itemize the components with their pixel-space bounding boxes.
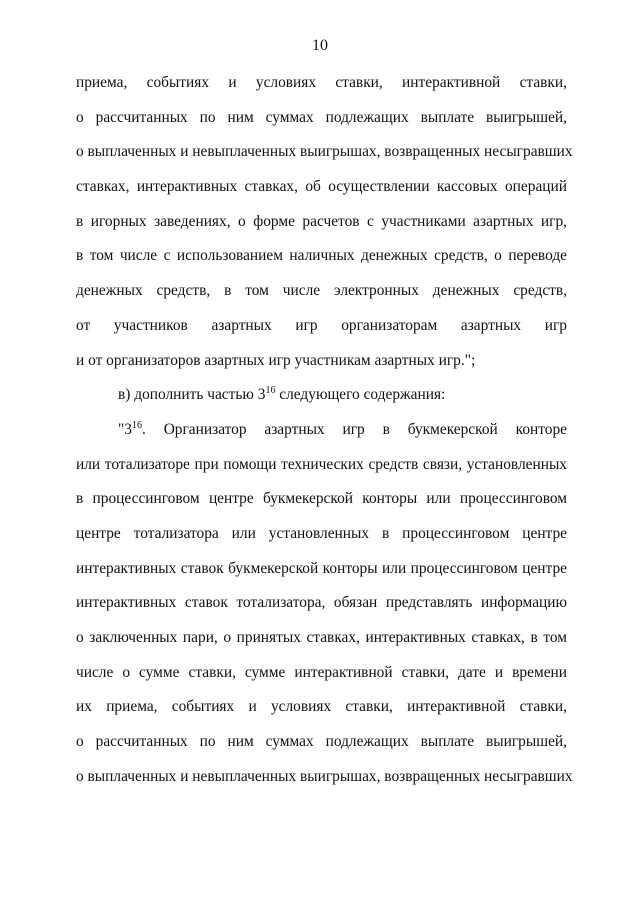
text-line: приема, событиях и условиях ставки, интерактивной ставки, <box>76 74 567 91</box>
page-number: 10 <box>312 37 328 54</box>
new-part-text: . Организатор азартных игр в букмекерской конторе <box>141 420 567 438</box>
text-line: ставках, интерактивных ставках, об осуществлении кассовых операций <box>76 178 567 196</box>
text-line: центре тотализатора или установленных в процессинговом центре <box>76 524 567 542</box>
text-line: их приема, событиях и условиях ставки, интерактивной ставки, <box>76 698 567 716</box>
new-part-superscript: 16 <box>131 419 142 431</box>
text-line: о рассчитанных по ним суммах подлежащих выплате выигрышей, <box>76 733 567 751</box>
text-line: числе о сумме ставки, сумме интерактивной ставки, дате и времени <box>76 663 567 681</box>
text-line: о выплаченных и невыплаченных выигрышах, возвращенных несыгравших <box>76 143 573 161</box>
text-line: о заключенных пари, о принятых ставках, интерактивных ставках, в том <box>76 629 567 646</box>
amendment-instruction-line <box>76 385 567 420</box>
text-line: в игорных заведениях, о форме расчетов с участниками азартных игр, <box>76 212 567 230</box>
text-line: о выплаченных и невыплаченных выигрышах, возвращенных несыгравших <box>76 767 573 785</box>
text-line: в процессинговом центре букмекерской конторы или процессинговом <box>76 490 567 508</box>
text-line: о рассчитанных по ним суммах подлежащих выплате выигрышей, <box>76 108 567 126</box>
text-line: денежных средств, в том числе электронных денежных средств, <box>76 282 567 300</box>
text-line: интерактивных ставок букмекерской конторы или процессинговом центре <box>76 559 567 577</box>
document-body <box>76 73 573 801</box>
text-line: или тотализаторе при помощи технических средств связи, установленных <box>76 455 567 473</box>
text-line: от участников азартных игр организаторам азартных игр <box>76 316 567 334</box>
new-part-first-line <box>76 420 567 455</box>
amendment-instruction-text-end: следующего содержания: <box>275 386 446 404</box>
text-line: в том числе с использованием наличных денежных средств, о переводе <box>76 247 567 265</box>
amendment-instruction-text: в) дополнить частью 3 <box>118 386 266 404</box>
part-number-superscript: 16 <box>265 385 276 397</box>
text-line-paragraph-end: и от организаторов азартных игр участникам азартных игр."; <box>76 351 476 369</box>
text-line: интерактивных ставок тотализатора, обязан представлять информацию <box>76 594 567 612</box>
new-part-number: "3 <box>118 420 132 438</box>
